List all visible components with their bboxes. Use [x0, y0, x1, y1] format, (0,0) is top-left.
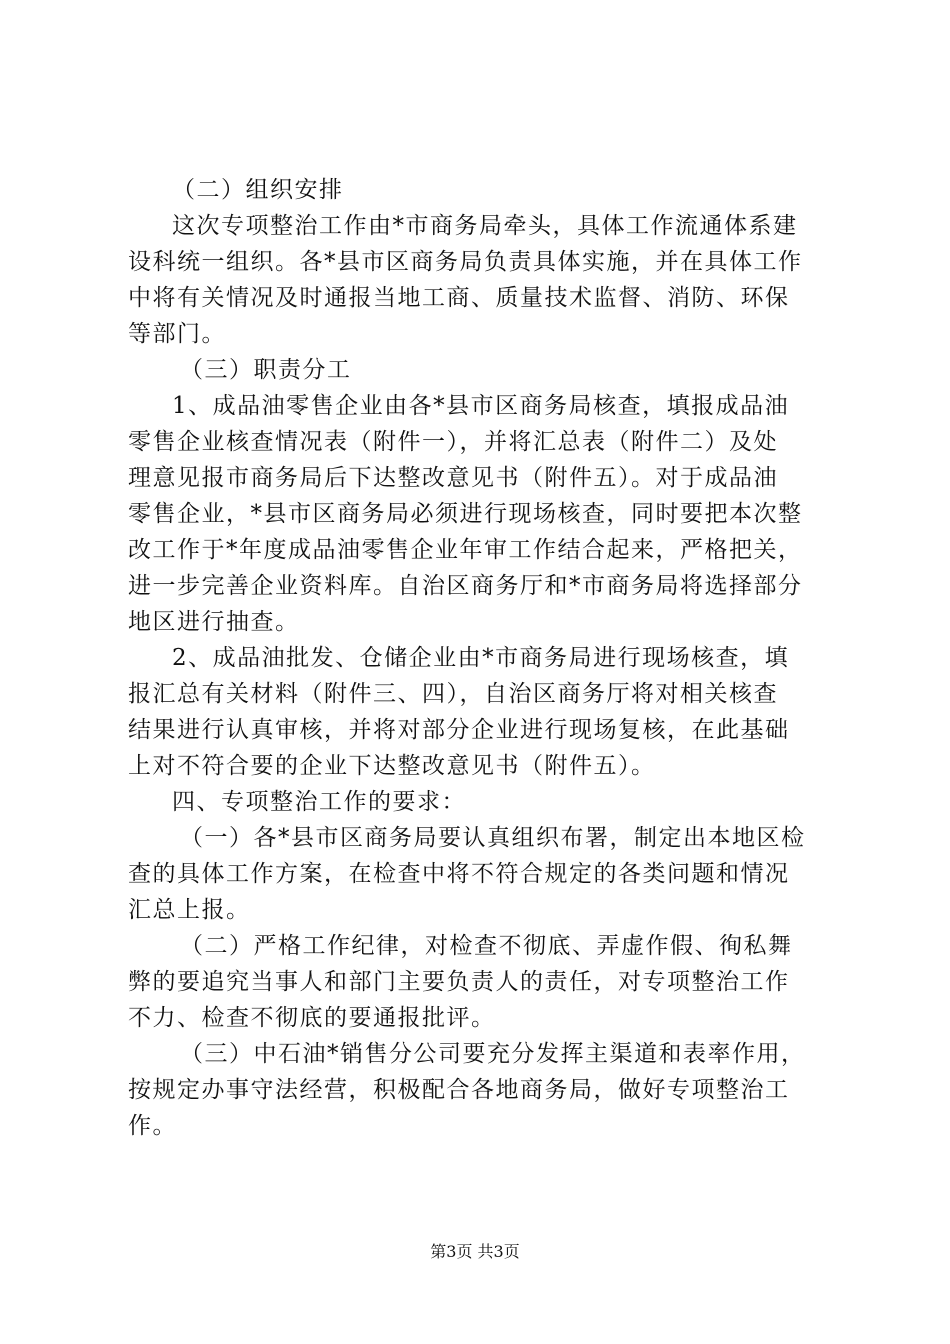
paragraph-line: 零售企业核查情况表（附件一），并将汇总表（附件二）及处 [128, 429, 778, 455]
section-heading-requirements: 四、专项整治工作的要求： [172, 789, 466, 815]
paragraph-line: 这次专项整治工作由*市商务局牵头，具体工作流通体系建 [172, 213, 798, 239]
paragraph-line: （一）各*县市区商务局要认真组织布署，制定出本地区检 [180, 825, 806, 851]
paragraph-line: 等部门。 [128, 321, 226, 347]
paragraph-line: 不力、检查不彻底的要通报批评。 [128, 1005, 496, 1031]
paragraph-line: 改工作于*年度成品油零售企业年审工作结合起来，严格把关， [128, 537, 803, 563]
paragraph-line: 弊的要追究当事人和部门主要负责人的责任，对专项整治工作 [128, 969, 790, 995]
paragraph-line: 中将有关情况及时通报当地工商、质量技术监督、消防、环保 [128, 285, 790, 311]
section-heading-responsibilities: （三）职责分工 [180, 357, 352, 383]
paragraph-line: 上对不符合要的企业下达整改意见书（附件五）。 [128, 753, 656, 779]
paragraph-line: 设科统一组织。各*县市区商务局负责具体实施，并在具体工作 [128, 249, 803, 275]
paragraph-line: 进一步完善企业资料库。自治区商务厅和*市商务局将选择部分 [128, 573, 803, 599]
paragraph-line: 结果进行认真审核，并将对部分企业进行现场复核，在此基础 [128, 717, 790, 743]
page-number-footer: 第3页 共3页 [430, 1242, 520, 1261]
paragraph-line: 理意见报市商务局后下达整改意见书（附件五）。对于成品油 [128, 465, 778, 491]
document-body [128, 172, 828, 1144]
paragraph-line: 地区进行抽查。 [128, 609, 300, 635]
paragraph-line: 按规定办事守法经营，积极配合各地商务局，做好专项整治工 [128, 1077, 790, 1103]
paragraph-line: 作。 [128, 1113, 177, 1139]
section-heading-organization: （二）组织安排 [172, 177, 344, 203]
paragraph-line: 2、成品油批发、仓储企业由*市商务局进行现场核查，填 [172, 645, 790, 671]
paragraph-line: 零售企业，*县市区商务局必须进行现场核查，同时要把本次整 [128, 501, 803, 527]
paragraph-line: 报汇总有关材料（附件三、四），自治区商务厅将对相关核查 [128, 681, 778, 707]
paragraph-line: （三）中石油*销售分公司要充分发挥主渠道和表率作用， [180, 1041, 806, 1067]
paragraph-line: （二）严格工作纪律，对检查不彻底、弄虚作假、徇私舞 [180, 933, 793, 959]
paragraph-line: 1、成品油零售企业由各*县市区商务局核查，填报成品油 [172, 393, 790, 419]
paragraph-line: 查的具体工作方案，在检查中将不符合规定的各类问题和情况 [128, 861, 790, 887]
paragraph-line: 汇总上报。 [128, 897, 251, 923]
